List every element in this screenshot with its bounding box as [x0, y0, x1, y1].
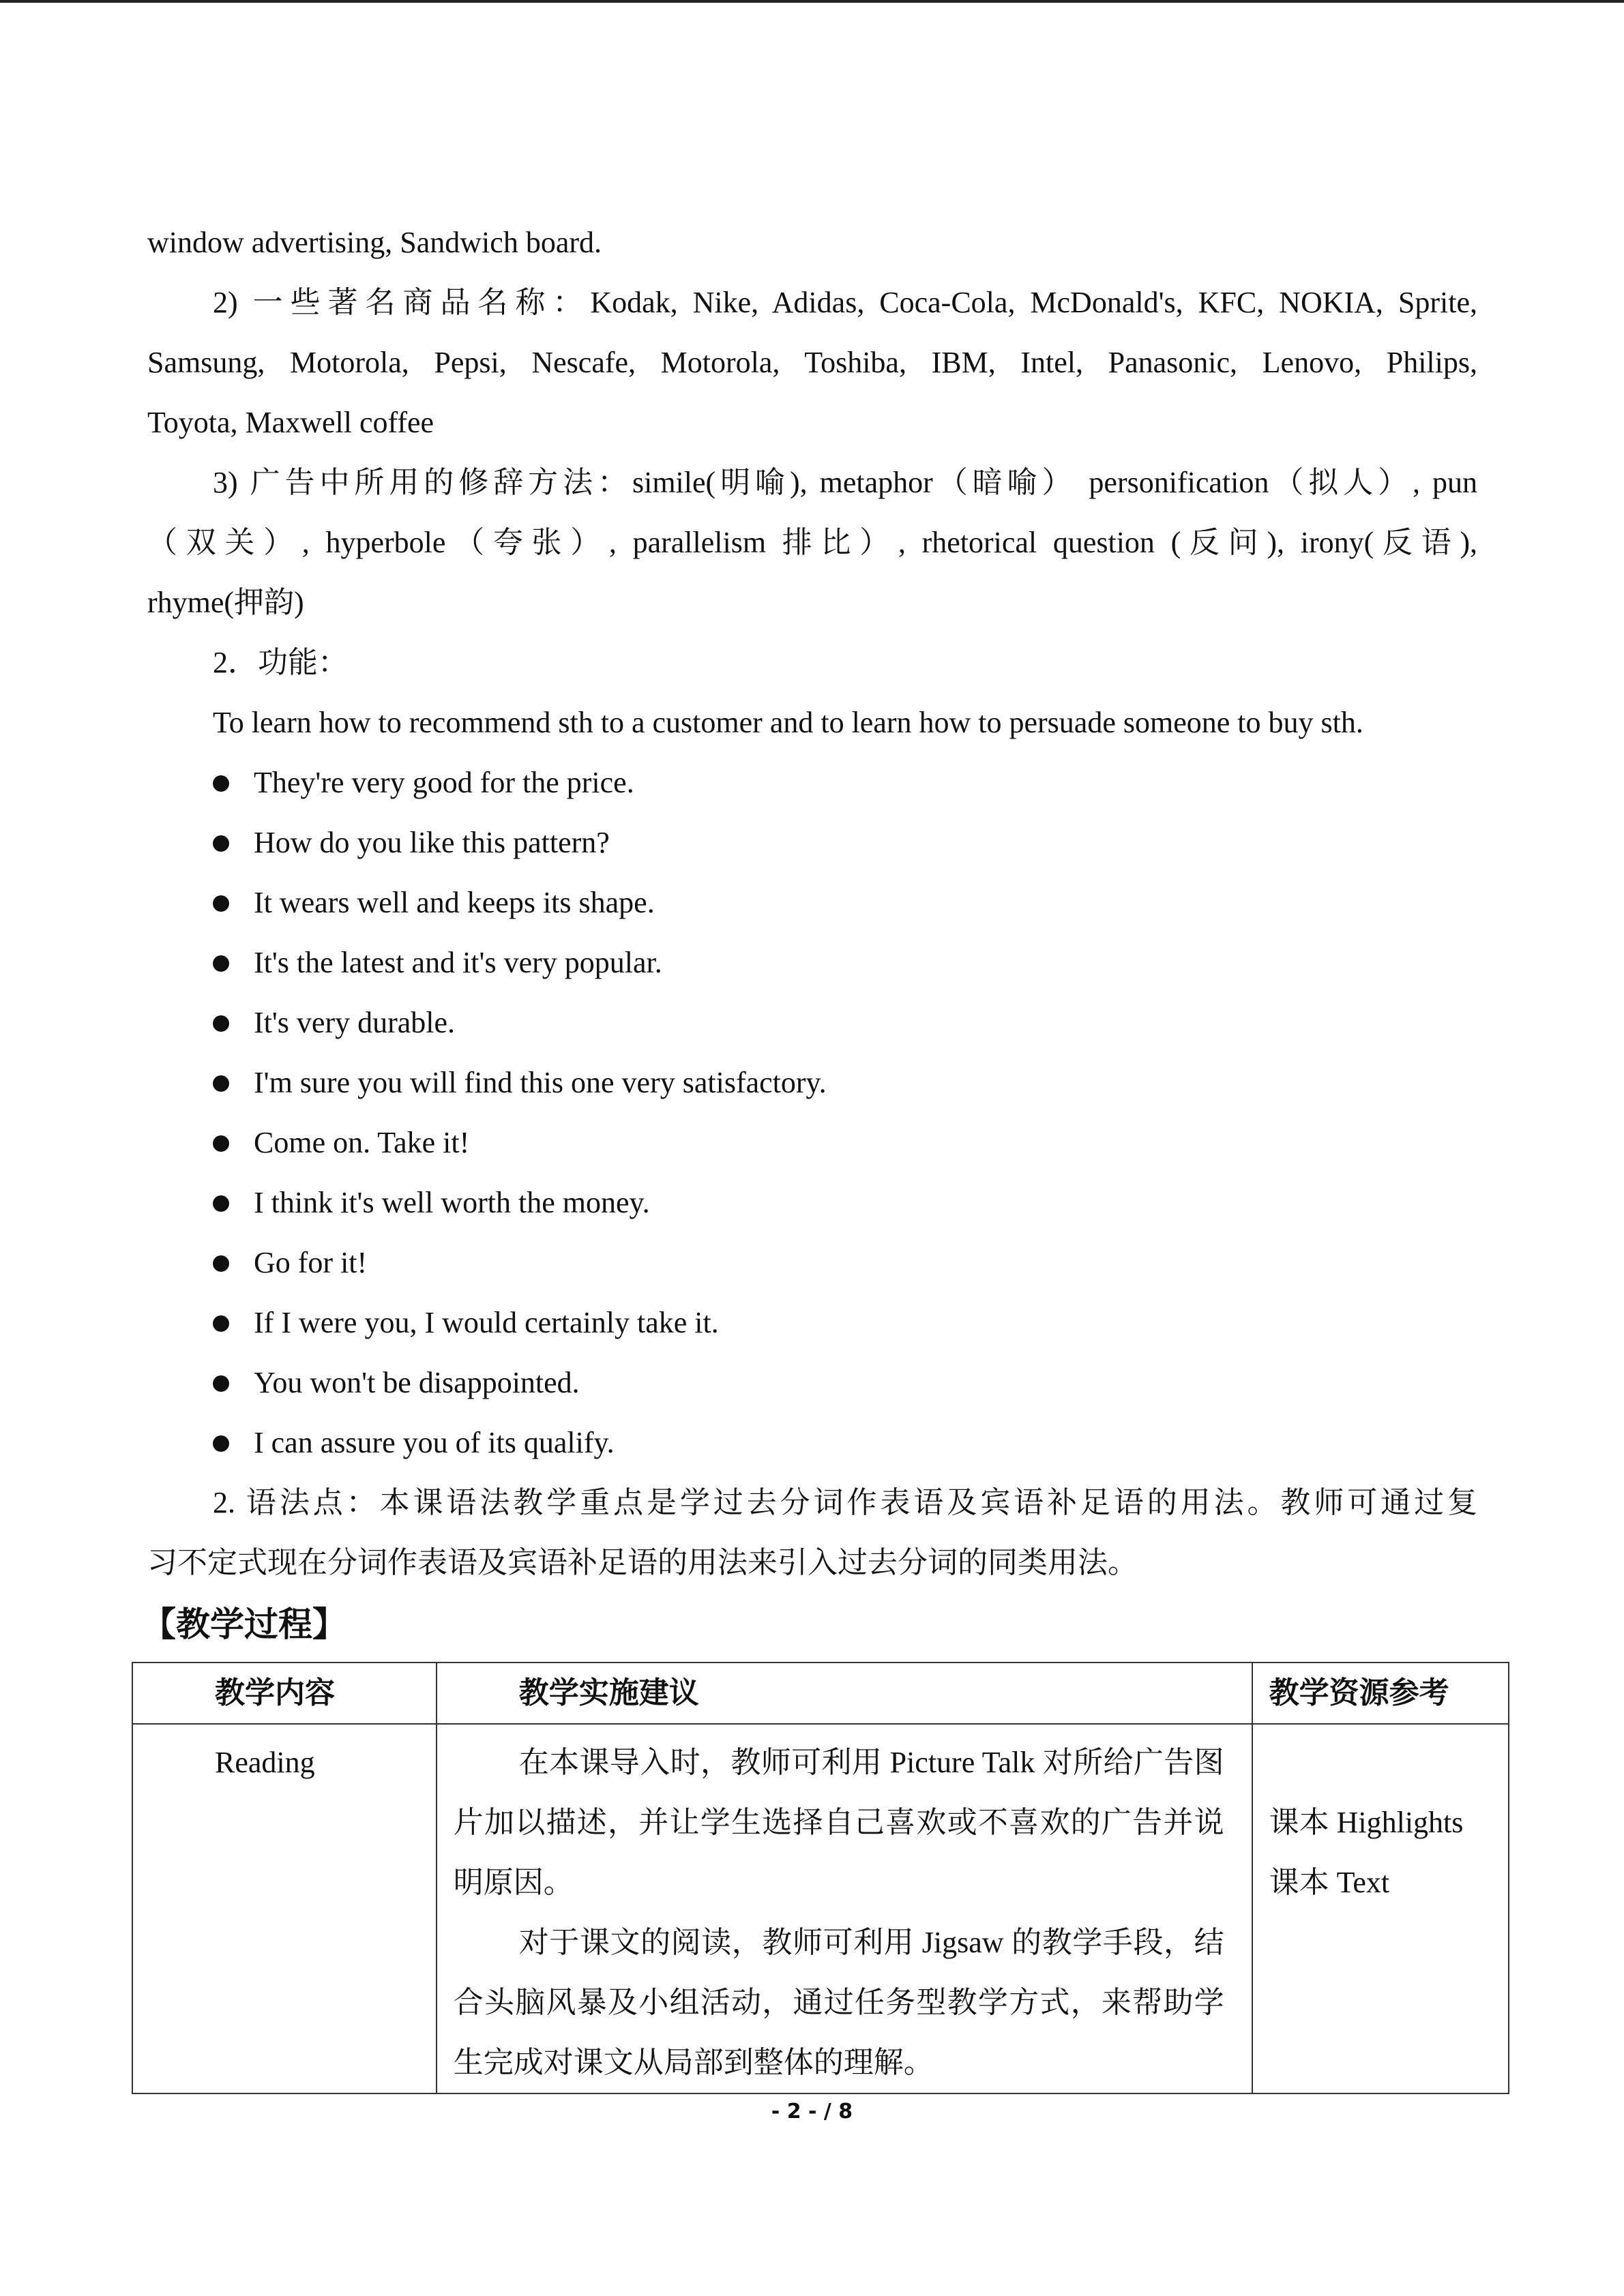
- brands-line-2: Samsung, Motorola, Pepsi, Nescafe, Motorola, Toshiba, IBM, Intel, Panasonic, Lenovo, Philips,: [147, 346, 1477, 379]
- table-header-row: [132, 1663, 1509, 1724]
- top-border-line: [0, 0, 1624, 3]
- continuation-line: window advertising, Sandwich board.: [147, 226, 602, 259]
- bullet-icon: [213, 1135, 229, 1152]
- table-cell-suggestion: [437, 1724, 1252, 2093]
- list-item: Go for it!: [147, 1233, 1477, 1293]
- list-item: You won't be disappointed.: [147, 1353, 1477, 1413]
- list-item: I'm sure you will find this one very satisfactory.: [147, 1053, 1477, 1113]
- list-item: How do you like this pattern?: [147, 813, 1477, 873]
- function-heading: 2．功能：: [213, 646, 348, 679]
- rhetoric-line-1: 3) 广告中所用的修辞方法：simile(明喻), metaphor（暗喻） personification（拟人）, pun: [213, 466, 1477, 499]
- table-header-cell: 教学内容: [132, 1663, 437, 1724]
- table-header-cell: 教学实施建议: [437, 1663, 1252, 1724]
- bullet-icon: [213, 1195, 229, 1212]
- table-cell-content: Reading: [132, 1724, 437, 2093]
- list-item: It wears well and keeps its shape.: [147, 873, 1477, 933]
- table-row: [132, 1724, 1509, 2093]
- brands-line-3: Toyota, Maxwell coffee: [147, 406, 434, 439]
- grammar-line-1: 2. 语法点：本课语法教学重点是学过去分词作表语及宾语补足语的用法。教师可通过复: [213, 1486, 1477, 1519]
- page-number: - 2 - / 8: [771, 2100, 853, 2123]
- suggestion-paragraph: 对于课文的阅读，教师可利用 Jigsaw 的教学手段，结合头脑风暴及小组活动，通过任务型教学方式，来帮助学生完成对课文从局部到整体的理解。: [453, 1926, 1224, 2079]
- bullet-icon: [213, 835, 229, 852]
- brands-line-1: 2) 一些著名商品名称：Kodak, Nike, Adidas, Coca-Cola, McDonald's, KFC, NOKIA, Sprite,: [213, 286, 1477, 319]
- table-header-cell: 教学资源参考: [1252, 1663, 1509, 1724]
- function-description: To learn how to recommend sth to a customer and to learn how to persuade someone to buy sth.: [213, 706, 1363, 739]
- bullet-icon: [213, 1075, 229, 1092]
- rhetoric-line-2: （双关）, hyperbole（夸张）, parallelism 排比）, rhetorical question (反问), irony(反语),: [147, 526, 1477, 559]
- list-item: I can assure you of its qualify.: [147, 1413, 1477, 1473]
- bullet-icon: [213, 1435, 229, 1452]
- bullet-icon: [213, 1375, 229, 1392]
- bullet-icon: [213, 1015, 229, 1032]
- list-item: It's the latest and it's very popular.: [147, 933, 1477, 993]
- document-body: [142, 213, 1477, 1656]
- list-item: It's very durable.: [147, 993, 1477, 1053]
- list-item: If I were you, I would certainly take it.: [147, 1293, 1477, 1353]
- grammar-line-2: 习不定式现在分词作表语及宾语补足语的用法来引入过去分词的同类用法。: [147, 1546, 1138, 1579]
- section-title: 【教学过程】: [142, 1605, 346, 1644]
- bullet-icon: [213, 955, 229, 972]
- table-cell-resources: [1252, 1724, 1509, 2093]
- resource-item: 课本 Highlights: [1269, 1806, 1464, 1839]
- bullet-icon: [213, 895, 229, 912]
- resource-item: 课本 Text: [1269, 1866, 1390, 1899]
- list-item: I think it's well worth the money.: [147, 1173, 1477, 1233]
- phrase-list: [147, 753, 1477, 1473]
- list-item: They're very good for the price.: [147, 753, 1477, 813]
- list-item: Come on. Take it!: [147, 1113, 1477, 1173]
- bullet-icon: [213, 775, 229, 792]
- suggestion-paragraph: 在本课导入时，教师可利用 Picture Talk 对所给广告图片加以描述，并让学生选择自己喜欢或不喜欢的广告并说明原因。: [453, 1746, 1224, 1899]
- bullet-icon: [213, 1255, 229, 1272]
- bullet-icon: [213, 1315, 229, 1332]
- teaching-process-table: [132, 1662, 1509, 2094]
- rhetoric-line-3: rhyme(押韵): [147, 586, 304, 619]
